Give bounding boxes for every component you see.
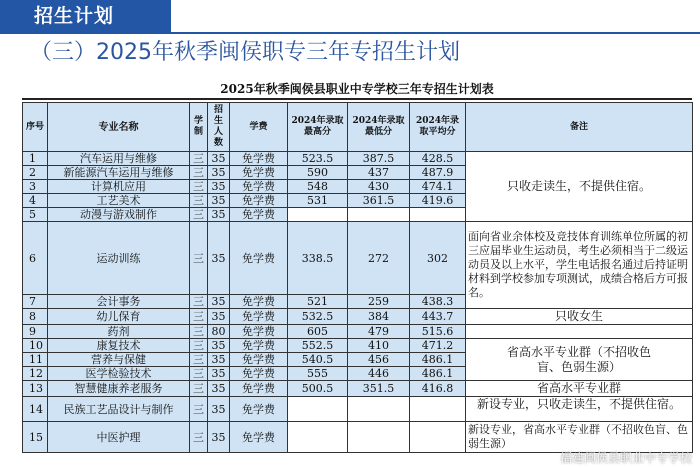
note-high-level: 省高水平专业群 [466,381,693,397]
cell-min-score: 361.5 [348,194,410,208]
cell-enroll: 35 [208,367,230,381]
cell-seq: 2 [23,166,48,180]
note-day-students: 只收走读生，不提供住宿。 [466,152,693,222]
table-row [23,152,693,166]
header-min-score: 2024年录取最低分 [348,103,410,152]
cell-major: 民族工艺品设计与制作 [48,397,190,422]
cell-tuition: 免学费 [230,422,288,453]
cell-avg-score: 471.2 [410,339,466,353]
cell-major: 康复技术 [48,339,190,353]
cell-seq: 6 [23,222,48,295]
cell-tuition: 免学费 [230,309,288,325]
cell-major: 工艺美术 [48,194,190,208]
cell-seq: 8 [23,309,48,325]
cell-major: 计算机应用 [48,180,190,194]
cell-duration: 三 [190,194,208,208]
cell-avg-score: 428.5 [410,152,466,166]
note-new-major-group: 新设专业，省高水平专业群（不招收色盲、色弱生源） [466,422,693,453]
cell-avg-score [410,208,466,222]
table-row [23,397,693,422]
cell-tuition: 免学费 [230,152,288,166]
cell-seq: 13 [23,381,48,397]
cell-duration: 三 [190,381,208,397]
cell-duration: 三 [190,353,208,367]
cell-max-score: 555 [288,367,348,381]
cell-enroll: 35 [208,339,230,353]
cell-max-score [288,422,348,453]
enrollment-table [22,102,693,453]
title-rule [22,98,692,100]
cell-major: 幼儿保育 [48,309,190,325]
cell-tuition: 免学费 [230,353,288,367]
cell-enroll: 35 [208,166,230,180]
cell-tuition: 免学费 [230,208,288,222]
cell-min-score: 437 [348,166,410,180]
cell-enroll: 35 [208,353,230,367]
cell-max-score: 552.5 [288,339,348,353]
cell-seq: 5 [23,208,48,222]
cell-max-score: 531 [288,194,348,208]
cell-major: 药剂 [48,325,190,339]
cell-tuition: 免学费 [230,381,288,397]
cell-enroll: 35 [208,381,230,397]
cell-avg-score: 419.6 [410,194,466,208]
cell-tuition: 免学费 [230,222,288,295]
cell-enroll: 35 [208,222,230,295]
cell-avg-score: 515.6 [410,325,466,339]
cell-enroll: 35 [208,152,230,166]
header-enroll: 招生人数 [208,103,230,152]
header-tuition: 学费 [230,103,288,152]
cell-enroll: 35 [208,309,230,325]
cell-tuition: 免学费 [230,166,288,180]
cell-seq: 10 [23,339,48,353]
banner-underline [0,32,700,34]
cell-max-score: 548 [288,180,348,194]
cell-seq: 9 [23,325,48,339]
cell-duration: 三 [190,152,208,166]
cell-avg-score: 486.1 [410,353,466,367]
cell-major: 汽车运用与维修 [48,152,190,166]
cell-min-score: 479 [348,325,410,339]
cell-avg-score: 302 [410,222,466,295]
cell-avg-score [410,422,466,453]
cell-min-score: 387.5 [348,152,410,166]
cell-duration: 三 [190,180,208,194]
cell-max-score: 523.5 [288,152,348,166]
table-row [23,222,693,295]
cell-enroll: 80 [208,325,230,339]
cell-avg-score: 486.1 [410,367,466,381]
note-empty [466,325,693,339]
cell-min-score [348,422,410,453]
table-row [23,339,693,353]
cell-major: 运动训练 [48,222,190,295]
cell-avg-score: 438.3 [410,295,466,309]
cell-min-score: 384 [348,309,410,325]
cell-max-score: 605 [288,325,348,339]
note-female-only: 只收女生 [466,309,693,325]
cell-duration: 三 [190,397,208,422]
cell-tuition: 免学费 [230,339,288,353]
cell-enroll: 35 [208,194,230,208]
cell-max-score: 521 [288,295,348,309]
cell-seq: 14 [23,397,48,422]
cell-seq: 11 [23,353,48,367]
table-title: 2025年秋季闽侯县职业中专学校三年专招生计划表 [220,82,494,96]
cell-min-score: 351.5 [348,381,410,397]
cell-avg-score: 474.1 [410,180,466,194]
table-row [23,422,693,453]
cell-major: 新能源汽车运用与维修 [48,166,190,180]
cell-enroll: 35 [208,295,230,309]
cell-min-score [348,208,410,222]
cell-duration: 三 [190,309,208,325]
table-row [23,381,693,397]
cell-tuition: 免学费 [230,367,288,381]
header-duration: 学制 [190,103,208,152]
header-note: 备注 [466,103,693,152]
cell-major: 智慧健康养老服务 [48,381,190,397]
cell-min-score [348,397,410,422]
cell-max-score [288,397,348,422]
header-avg-score: 2024年录取平均分 [410,103,466,152]
cell-duration: 三 [190,339,208,353]
cell-min-score: 410 [348,339,410,353]
cell-duration: 三 [190,208,208,222]
cell-avg-score: 443.7 [410,309,466,325]
table-row [23,309,693,325]
cell-seq: 7 [23,295,48,309]
cell-major: 营养与保健 [48,353,190,367]
banner-label: 招生计划 [34,5,115,27]
cell-enroll: 35 [208,422,230,453]
cell-avg-score [410,397,466,422]
cell-tuition: 免学费 [230,295,288,309]
cell-seq: 15 [23,422,48,453]
cell-duration: 三 [190,166,208,180]
note-high-level-group: 省高水平专业群（不招收色盲、色弱生源） [466,339,693,381]
cell-min-score: 430 [348,180,410,194]
cell-tuition: 免学费 [230,397,288,422]
cell-max-score: 532.5 [288,309,348,325]
cell-enroll: 35 [208,180,230,194]
table-row [23,325,693,339]
note-new-major-day: 新设专业，只收走读生，不提供住宿。 [466,397,693,422]
header-seq: 序号 [23,103,48,152]
header-row [23,103,693,152]
header-max-score: 2024年录取最高分 [288,103,348,152]
cell-tuition: 免学费 [230,194,288,208]
cell-major: 中医护理 [48,422,190,453]
cell-min-score: 456 [348,353,410,367]
cell-major: 医学检验技术 [48,367,190,381]
cell-tuition: 免学费 [230,180,288,194]
cell-duration: 三 [190,367,208,381]
cell-major: 会计事务 [48,295,190,309]
cell-duration: 三 [190,422,208,453]
cell-min-score: 446 [348,367,410,381]
page-heading: （三）2025年秋季闽侯职专三年专招生计划 [30,40,460,65]
cell-duration: 三 [190,325,208,339]
cell-max-score: 540.5 [288,353,348,367]
cell-seq: 12 [23,367,48,381]
cell-max-score: 590 [288,166,348,180]
cell-min-score: 272 [348,222,410,295]
cell-max-score: 338.5 [288,222,348,295]
cell-enroll: 35 [208,208,230,222]
cell-duration: 三 [190,295,208,309]
note-sports-training: 面向省业余体校及竞技体育训练单位所属的初三应届毕业生运动员，考生必须相当于二级运动员及以上水平，学生电话报名通过后持证明材料到学校参加专项测试，成绩合格后方可报名。 [466,222,693,309]
cell-avg-score: 416.8 [410,381,466,397]
header-major: 专业名称 [48,103,190,152]
cell-seq: 1 [23,152,48,166]
cell-tuition: 免学费 [230,325,288,339]
cell-min-score: 259 [348,295,410,309]
cell-max-score: 500.5 [288,381,348,397]
cell-seq: 4 [23,194,48,208]
section-banner [0,0,171,32]
cell-duration: 三 [190,222,208,295]
watermark-text: 福建闽侯县职业中专学校 [559,451,692,465]
cell-enroll: 35 [208,397,230,422]
cell-max-score [288,208,348,222]
cell-major: 动漫与游戏制作 [48,208,190,222]
cell-seq: 3 [23,180,48,194]
cell-avg-score: 487.9 [410,166,466,180]
